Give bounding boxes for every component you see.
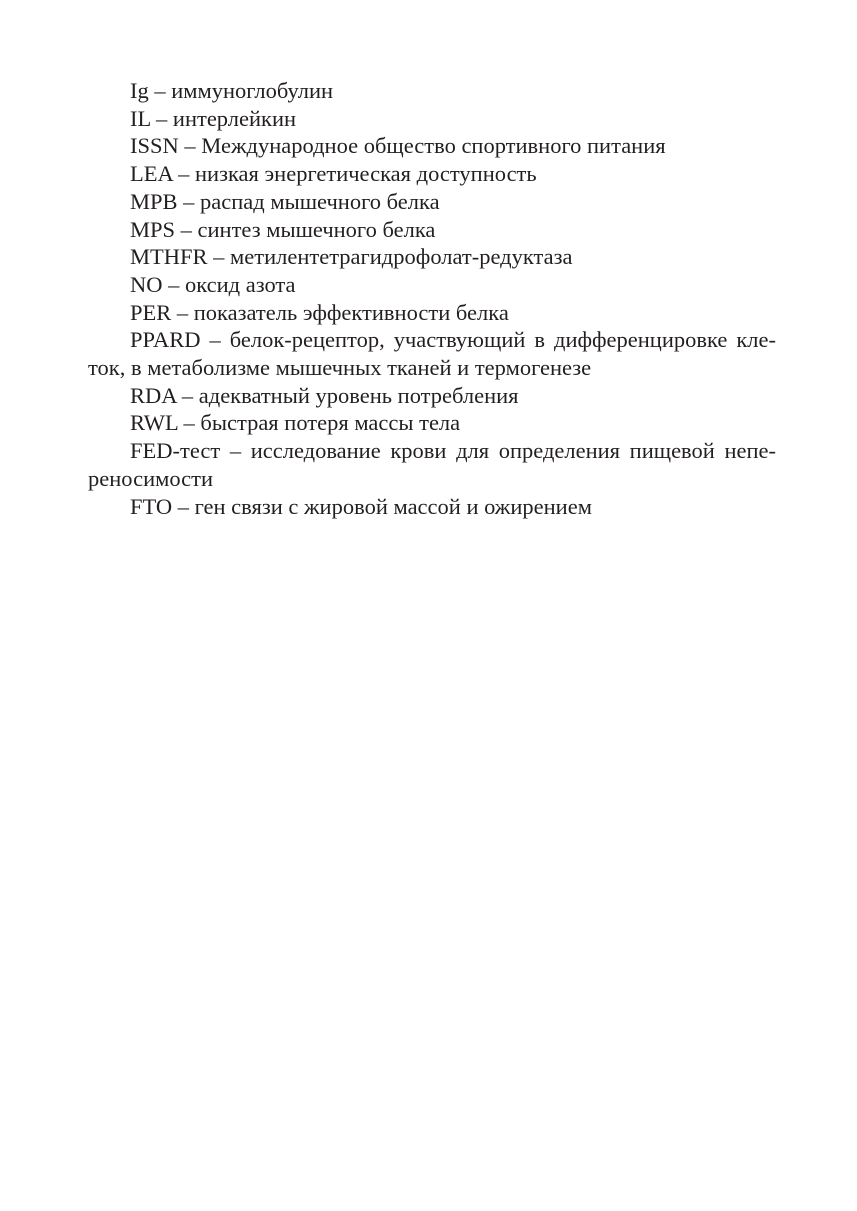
abbreviation-line: FED-тест – исследование крови для определения пищевой непе- (130, 438, 776, 464)
abbreviation-line: MPB – распад мышечного белка (130, 188, 440, 214)
abbreviation-item (88, 493, 776, 521)
abbreviation-item (88, 299, 776, 327)
abbreviation-line: LEA – низкая энергетическая доступность (130, 161, 537, 187)
abbreviation-line: NO – оксид азота (130, 271, 296, 297)
abbreviation-line: PPARD – белок-рецептор, участвующий в дифференцировке кле- (130, 327, 776, 353)
abbreviation-item (88, 382, 776, 410)
abbreviation-item (88, 105, 776, 133)
abbreviation-item (88, 243, 776, 271)
abbreviation-item (88, 216, 776, 244)
abbreviation-line: FTO – ген связи с жировой массой и ожирением (130, 493, 592, 519)
abbreviation-list (88, 77, 776, 520)
abbreviation-item (88, 132, 776, 160)
abbreviation-line: MPS – синтез мышечного белка (130, 216, 436, 242)
abbreviation-line: PER – показатель эффективности белка (130, 299, 509, 325)
abbreviation-line-continuation: ток, в метаболизме мышечных тканей и термогенезе (88, 355, 592, 381)
abbreviation-line: RDA – адекватный уровень потребления (130, 382, 519, 408)
abbreviation-item (88, 437, 776, 492)
abbreviation-line: MTHFR – метилентетрагидрофолат-редуктаза (130, 244, 573, 270)
abbreviation-item (88, 77, 776, 105)
abbreviation-item (88, 326, 776, 381)
abbreviation-line: Ig – иммуноглобулин (130, 78, 334, 103)
abbreviation-line-continuation: реносимости (88, 465, 214, 491)
abbreviation-item (88, 188, 776, 216)
abbreviation-line: IL – интерлейкин (130, 105, 297, 131)
abbreviation-line: RWL – быстрая потеря массы тела (130, 410, 461, 436)
abbreviation-item (88, 271, 776, 299)
abbreviation-item (88, 409, 776, 437)
abbreviation-item (88, 160, 776, 188)
abbreviation-line: ISSN – Международное общество спортивного питания (130, 133, 666, 159)
